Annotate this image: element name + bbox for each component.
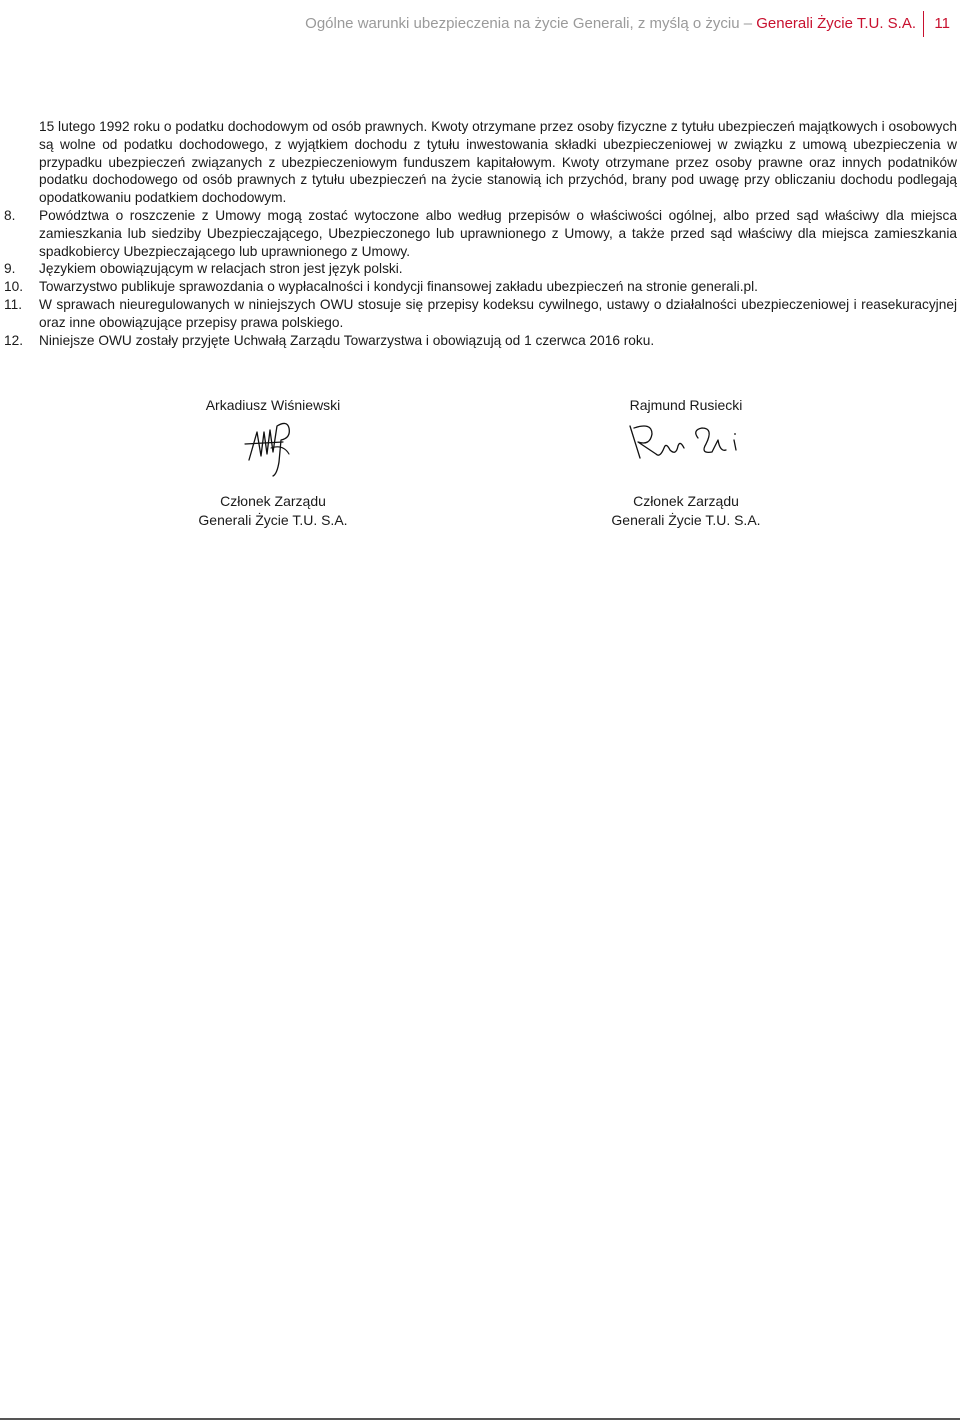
- signature-block-right: [556, 396, 816, 530]
- header-divider: [923, 11, 924, 37]
- signature-scribble: [243, 418, 303, 480]
- page-bottom-border: [0, 1418, 960, 1420]
- document-title-brand: Generali Życie T.U. S.A.: [756, 15, 916, 32]
- handwritten-signature: [143, 416, 403, 492]
- list-item: [4, 278, 957, 296]
- document-body: [4, 118, 957, 349]
- list-number: 8.: [4, 207, 16, 223]
- list-text: Towarzystwo publikuje sprawozdania o wypłacalności i kondycji finansowej zakładu ubezpieczeń na stronie generali.pl.: [39, 279, 758, 295]
- signatory-name: Arkadiusz Wiśniewski: [205, 397, 341, 413]
- document-title-main: Ogólne warunki ubezpieczenia na życie Generali, z myślą o życiu –: [305, 15, 757, 32]
- continuation-paragraph: [4, 118, 957, 207]
- list-number: 9.: [4, 261, 16, 277]
- signature-block-left: [143, 396, 403, 530]
- page-number: 11: [934, 15, 950, 32]
- list-number: 10.: [4, 279, 24, 295]
- list-item: [4, 260, 957, 278]
- list-text: Językiem obowiązującym w relacjach stron jest język polski.: [39, 261, 403, 277]
- document-title: [305, 13, 916, 35]
- list-item: [4, 207, 957, 260]
- page-header: [0, 13, 960, 39]
- signatory-role: Członek Zarządu: [633, 493, 739, 509]
- handwritten-signature: [556, 416, 816, 492]
- signatures-section: [0, 396, 960, 536]
- signatory-company: Generali Życie T.U. S.A.: [611, 512, 761, 528]
- signatory-company: Generali Życie T.U. S.A.: [198, 512, 348, 528]
- list-text: Powództwa o roszczenie z Umowy mogą zostać wytoczone albo według przepisów o właściwości ogólnej, albo przed sąd właściwy dla miejsca zamieszkania lub siedziby Ubezpieczającego, Ubezpieczonego lub uprawnionego z Umowy, a także przed sąd właściwy dla miejsca zamieszkania spadkobiercy Ubezpieczającego lub uprawnionego z Umowy.: [39, 207, 957, 259]
- list-item: [4, 296, 957, 332]
- list-number: 11.: [4, 296, 23, 312]
- list-item: [4, 332, 957, 350]
- signatory-name: Rajmund Rusiecki: [629, 397, 743, 413]
- list-number: 12.: [4, 332, 24, 348]
- signatory-role: Członek Zarządu: [220, 493, 326, 509]
- list-text: Niniejsze OWU zostały przyjęte Uchwałą Zarządu Towarzystwa i obowiązują od 1 czerwca 2016 roku.: [39, 332, 655, 348]
- signature-scribble: [626, 418, 746, 468]
- list-text: W sprawach nieuregulowanych w niniejszych OWU stosuje się przepisy kodeksu cywilnego, ustawy o działalności ubezpieczeniowej i reasekuracyjnej oraz inne obowiązujące przepisy prawa polskiego.: [39, 296, 957, 330]
- continuation-text: 15 lutego 1992 roku o podatku dochodowym od osób prawnych. Kwoty otrzymane przez osoby fizyczne z tytułu ubezpieczeń majątkowych i osobowych są wolne od podatku dochodowego, z wyjątkiem dochodu z tytułu inwestowania składki ubezpieczeniowej w związku z umową ubezpieczenia w przypadku ubezpieczeń związanych z ubezpieczeniowym funduszem kapitałowym. Kwoty otrzymane przez osoby prawne oraz innych podatników podatku dochodowego od osób prawnych z tytułu ubezpieczeń na życie stanowią ich przychód, brany pod uwagę przy obliczaniu dochodu podlegają opodatkowaniu podatkiem dochodowym.: [39, 119, 957, 206]
